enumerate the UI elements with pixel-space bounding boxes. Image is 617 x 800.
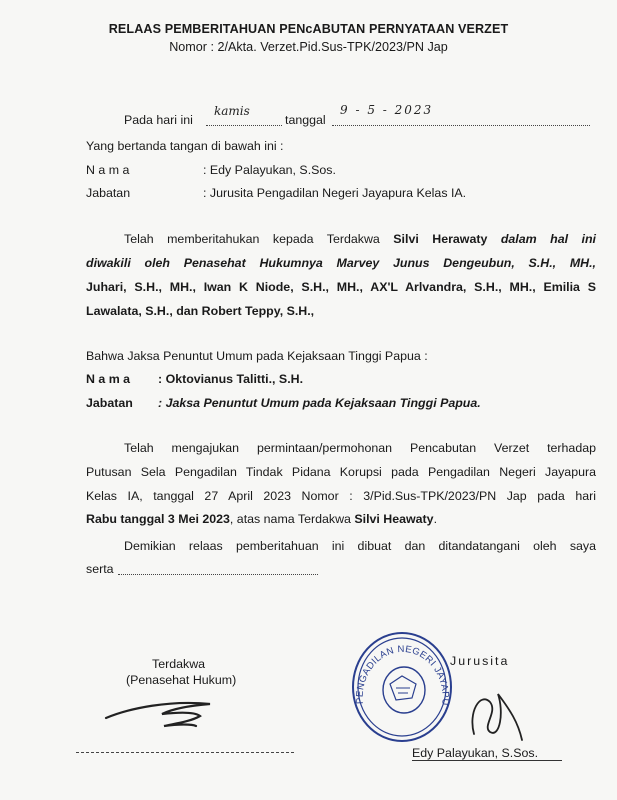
jaksa-jabatan-label: Jabatan	[86, 396, 133, 410]
jaksa-nama-label: N a m a	[86, 372, 131, 386]
jurusita-label: Jurusita	[450, 654, 510, 668]
terdakwa-label: Terdakwa	[152, 657, 206, 671]
jurusita-signature	[460, 682, 530, 752]
signer-jabatan-label: Jabatan	[86, 186, 131, 200]
para1-line4: Lawalata, S.H., dan Robert Teppy, S.H.,	[86, 304, 315, 318]
document-number: Nomor : 2/Akta. Verzet.Pid.Sus-TPK/2023/PN Jap	[169, 40, 448, 54]
para1-line1: Telah memberitahukan kepada Terdakwa Silvi Herawaty dalam hal ini	[124, 232, 596, 246]
penasehat-label: (Penasehat Hukum)	[126, 673, 237, 687]
tanggal-label: tanggal	[285, 113, 326, 127]
serta-dotted-line	[118, 574, 318, 575]
hari-handwritten: kamis	[214, 104, 250, 118]
jurusita-name: Edy Palayukan, S.Sos.	[412, 746, 539, 760]
signer-jabatan-value: : Jurusita Pengadilan Negeri Jayapura Kelas IA.	[203, 186, 467, 200]
court-seal-stamp	[346, 622, 454, 744]
jaksa-jabatan-value: : Jaksa Penuntut Umum pada Kejaksaan Tinggi Papua.	[158, 396, 481, 410]
document-title: RELAAS PEMBERITAHUAN PENcABUTAN PERNYATAAN VERZET	[108, 22, 509, 36]
signer-nama-label: N a m a	[86, 163, 130, 177]
terdakwa-sign-line	[76, 752, 294, 753]
yang-bertanda-text: Yang bertanda tangan di bawah ini :	[86, 139, 284, 153]
hari-dotted-line	[206, 125, 282, 126]
terdakwa-signature	[100, 690, 240, 740]
tanggal-handwritten: 9 - 5 - 2023	[340, 103, 434, 117]
jaksa-nama-value: : Oktovianus Talitti., S.H.	[158, 372, 304, 386]
tanggal-dotted-line	[332, 125, 590, 126]
pada-hari-label: Pada hari ini	[124, 113, 193, 127]
para3-line1: Demikian relaas pemberitahuan ini dibuat dan ditandatangani oleh saya	[124, 539, 596, 553]
svg-text:PENGADILAN NEGERI JAYAPURA: PENGADILAN NEGERI JAYAPURA	[346, 622, 451, 707]
para3-line2: serta	[86, 562, 114, 576]
signer-nama-value: : Edy Palayukan, S.Sos.	[203, 163, 336, 177]
para2-line3: Kelas IA, tanggal 27 April 2023 Nomor : 3/Pid.Sus-TPK/2023/PN Jap pada hari	[86, 489, 596, 503]
para1-line3: Juhari, S.H., MH., Iwan K Niode, S.H., MH., AX'L Arlvandra, S.H., MH., Emilia S	[86, 280, 596, 294]
para2-line4: Rabu tanggal 3 Mei 2023, atas nama Terdakwa Silvi Heawaty.	[86, 512, 438, 526]
para2-line1: Telah mengajukan permintaan/permohonan Pencabutan Verzet terhadap	[124, 441, 596, 455]
para2-line2: Putusan Sela Pengadilan Tindak Pidana Korupsi pada Pengadilan Negeri Jayapura	[86, 465, 596, 479]
para1-line2: diwakili oleh Penasehat Hukumnya Marvey Junus Dengeubun, S.H., MH.,	[86, 256, 596, 270]
jaksa-intro: Bahwa Jaksa Penuntut Umum pada Kejaksaan Tinggi Papua :	[86, 349, 428, 363]
jurusita-name-underline	[412, 760, 562, 761]
